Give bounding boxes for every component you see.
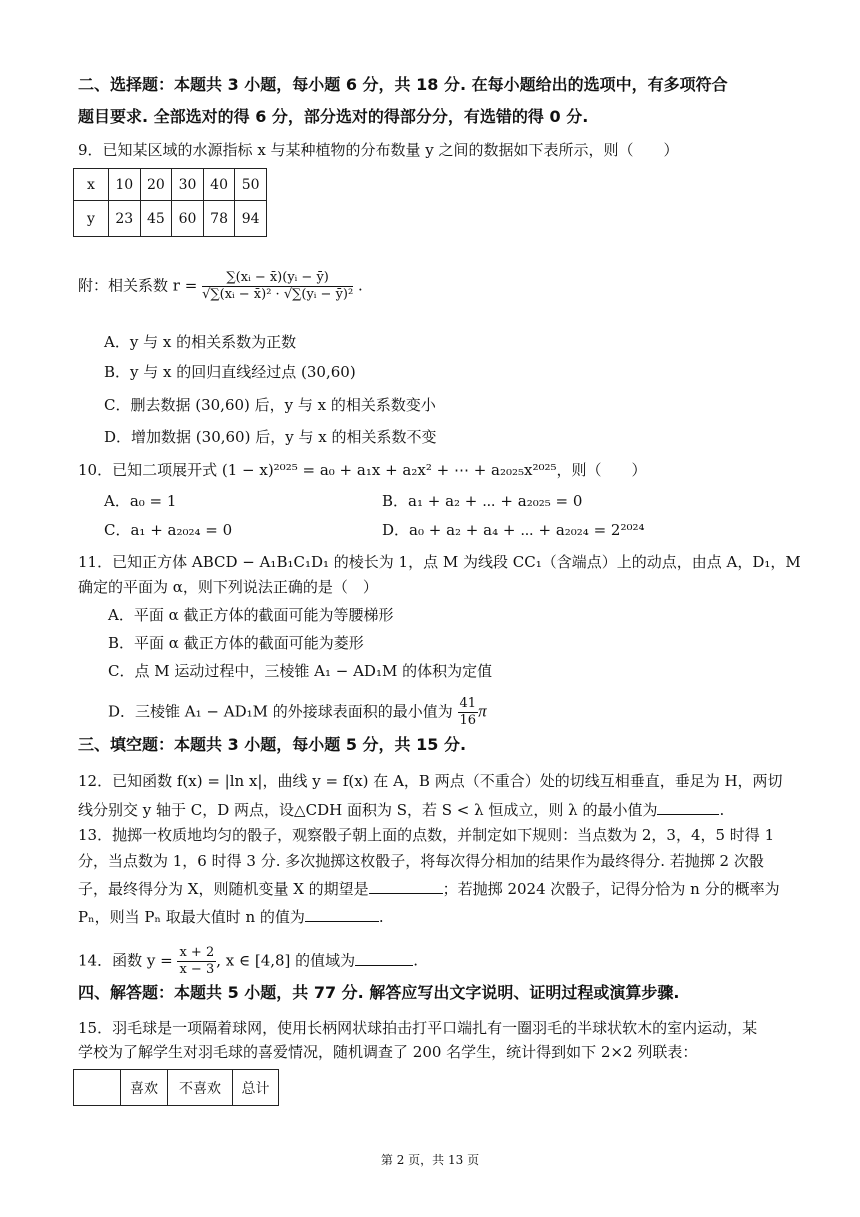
table-cell: 94 [235,201,267,237]
q13-line3-part2: ；若抛掷 2024 次骰子，记得分恰为 n 分的概率为 [442,880,780,898]
section2-heading-line1: 二、选择题：本题共 3 小题，每小题 6 分，共 18 分. 在每小题给出的选项中，有多项符合 [78,75,728,94]
section4-heading: 四、解答题：本题共 5 小题，共 77 分. 解答应写出文字说明、证明过程或演算步骤. [78,983,680,1002]
answer-blank[interactable] [369,879,443,894]
section3-heading: 三、填空题：本题共 3 小题，每小题 5 分，共 15 分. [78,735,467,754]
q9-stem: 9．已知某区域的水源指标 x 与某种植物的分布数量 y 之间的数据如下表所示，则（ ） [78,141,679,159]
q13-line2: 分，当点数为 1，6 时得 3 分. 多次抛掷这枚骰子，将每次得分相加的结果作为最终得分. 若抛掷 2 次骰 [78,852,764,870]
q11-option-d-text: D．三棱锥 A₁ − AD₁M 的外接球表面积的最小值为 [108,702,453,721]
q11-stem-line2: 确定的平面为 α，则下列说法正确的是（ ） [78,578,378,596]
q12-line1: 12．已知函数 f(x) = |ln x|，曲线 y = f(x) 在 A，B 两点（不重合）处的切线互相垂直，垂足为 H，两切 [78,772,783,790]
pi-symbol: π [478,701,487,721]
answer-blank[interactable] [657,800,719,815]
table-cell: 45 [140,201,172,237]
q12-line2 [78,799,724,821]
table-cell: 40 [203,169,235,201]
table-cell: 60 [172,201,204,237]
q14-tail: . [413,951,418,970]
answer-blank[interactable] [355,951,413,966]
table-cell: 78 [203,201,235,237]
q13-line4-part1: Pₙ，则当 Pₙ 取最大值时 n 的值为 [78,908,305,926]
page-footer: 第 2 页，共 13 页 [380,1153,480,1167]
q14-fraction [177,945,216,978]
q10-option-b: B．a₁ + a₂ + ⋯ + a₂₀₂₅ = 0 [382,492,583,510]
table-cell: 总计 [233,1070,279,1106]
formula-denominator: √∑(xᵢ − x̄)² · √∑(yᵢ − ȳ)² [202,287,354,302]
q13-line3 [78,878,780,900]
formula-numerator: ∑(xᵢ − x̄)(yᵢ − ȳ) [202,270,353,287]
table-cell: 20 [140,169,172,201]
q15-line2: 学校为了解学生对羽毛球的喜爱情况，随机调查了 200 名学生，统计得到如下 2×2 列联表： [78,1043,698,1061]
note-prefix: 附：相关系数 r = [78,276,198,295]
table-cell: 10 [109,169,141,201]
table-cell: x [74,169,109,201]
q12-line2-text: 线分别交 y 轴于 C，D 两点，设△CDH 面积为 S，若 S < λ 恒成立，则 λ 的最小值为 [78,801,658,819]
table-cell: 50 [235,169,267,201]
fraction-denominator: x − 3 [179,962,215,977]
q9-option-d: D．增加数据 (30,60) 后，y 与 x 的相关系数不变 [104,428,437,446]
table-cell: 不喜欢 [168,1070,233,1106]
q11-option-c: C．点 M 运动过程中，三棱锥 A₁ − AD₁M 的体积为定值 [108,662,493,680]
fraction-numerator: 41 [459,696,477,711]
q15-line1: 15．羽毛球是一项隔着球网，使用长柄网状球拍击打平口端扎有一圈羽毛的半球状软木的室内运动，某 [78,1019,758,1037]
fraction-numerator: x + 2 [179,945,215,960]
section2-heading-line2: 题目要求. 全部选对的得 6 分，部分选对的得部分分，有选错的得 0 分. [78,107,589,126]
table-cell: 23 [109,201,141,237]
q13-line3-part1: 子，最终得分为 X，则随机变量 X 的期望是 [78,880,369,898]
q9-data-table [73,168,267,237]
q11-option-b: B．平面 α 截正方体的截面可能为菱形 [108,634,364,652]
fraction-denominator: 16 [459,713,477,728]
q10-option-c: C．a₁ + a₂₀₂₄ = 0 [104,521,233,539]
q11-option-d [108,696,487,729]
q11-stem-line1: 11．已知正方体 ABCD − A₁B₁C₁D₁ 的棱长为 1，点 M 为线段 CC₁（含端点）上的动点，由点 A，D₁，M [78,553,801,571]
table-cell [74,1070,121,1106]
table-cell: 喜欢 [121,1070,168,1106]
q9-correlation-note: 附：相关系数 r = $\frac{\text{∑(xᵢ − x̄)(yᵢ − ȳ)}}{\text{√∑(xᵢ − x̄)² · √∑(yᵢ − ȳ)²}}$ . [78,270,363,302]
correlation-formula [202,270,353,303]
q13-line4-tail: . [378,908,384,926]
q14 [78,945,418,978]
q10-stem: 10．已知二项展开式 (1 − x)²⁰²⁵ = a₀ + a₁x + a₂x² + ⋯ + a₂₀₂₅x²⁰²⁵，则（ ） [78,461,647,479]
q14-prefix: 14．函数 y = [78,951,173,970]
q11-fraction [458,696,479,729]
table-cell: 30 [172,169,204,201]
q13-line4 [78,906,384,928]
q13-line1: 13．抛掷一枚质地均匀的骰子，观察骰子朝上面的点数，并制定如下规则：当点数为 2，3，4，5 时得 1 [78,826,775,844]
q9-option-a: A．y 与 x 的相关系数为正数 [104,333,297,351]
q14-suffix: , x ∈ [4,8] 的值域为 [216,951,356,970]
q11-option-a: A．平面 α 截正方体的截面可能为等腰梯形 [108,606,394,624]
q15-contingency-table [73,1069,279,1106]
answer-blank[interactable] [305,907,379,922]
q12-tail: . [719,801,725,819]
q10-option-d: D．a₀ + a₂ + a₄ + ⋯ + a₂₀₂₄ = 2²⁰²⁴ [382,521,645,539]
q9-option-c: C．删去数据 (30,60) 后，y 与 x 的相关系数变小 [104,396,436,414]
q9-option-b: B．y 与 x 的回归直线经过点 (30,60) [104,363,356,381]
q10-option-a: A．a₀ = 1 [104,492,177,510]
table-cell: y [74,201,109,237]
